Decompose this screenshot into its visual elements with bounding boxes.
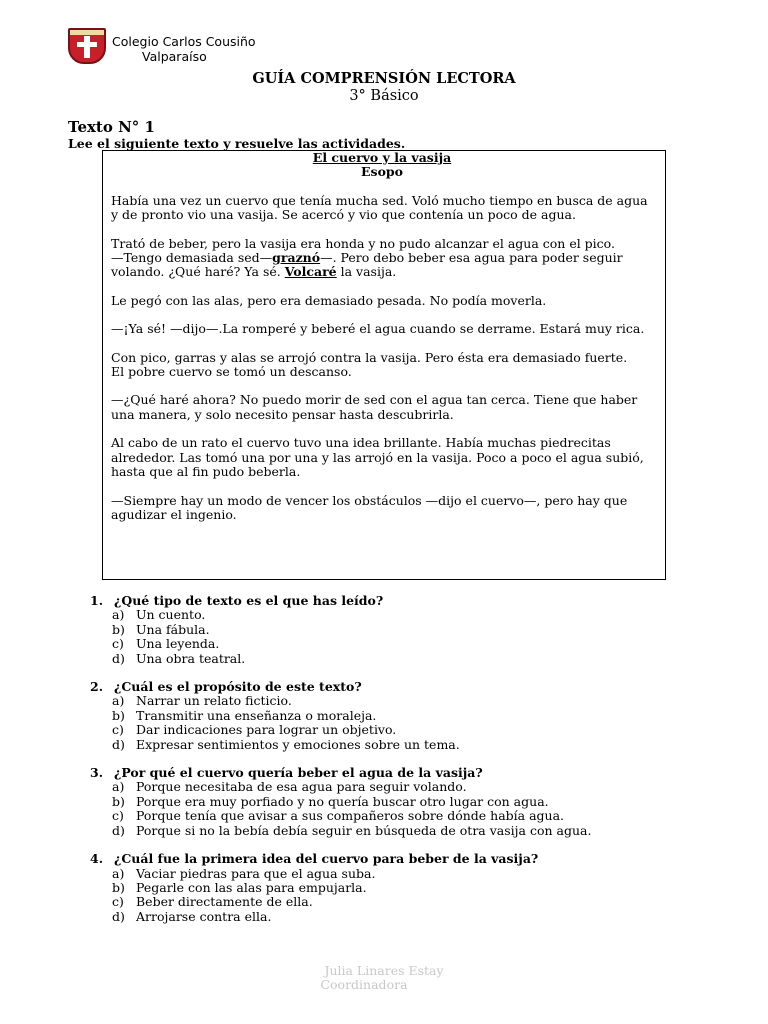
option-letter: b) xyxy=(112,793,125,809)
question-text: ¿Cuál fue la primera idea del cuervo para beber de la vasija? xyxy=(114,851,539,867)
story-paragraph: Al cabo de un rato el cuervo tuvo una idea brillante. Había muchas piedrecitas alrededor. Las tomó una por una y las arrojó en la vasija. Poco a poco el agua subió, hasta que al fin pudo beberla. xyxy=(111,435,644,480)
question-1 xyxy=(90,594,690,666)
option-letter: c) xyxy=(112,894,124,910)
option-text: Porque si no la bebía debía seguir en búsqueda de otra vasija con agua. xyxy=(136,822,592,838)
option-letter: b) xyxy=(112,707,125,723)
option-letter: d) xyxy=(112,822,125,838)
answer-option[interactable] xyxy=(90,780,690,794)
option-text: Porque necesitaba de esa agua para seguir volando. xyxy=(136,779,467,795)
option-text: Beber directamente de ella. xyxy=(136,894,313,910)
question-4 xyxy=(90,852,690,924)
story-paragraph: —¿Qué haré ahora? No puedo morir de sed con el agua tan cerca. Tiene que haber una manera, y solo necesito pensar hasta descubrirla. xyxy=(111,392,638,422)
option-text: Porque tenía que avisar a sus compañeros sobre dónde había agua. xyxy=(136,808,565,824)
answer-option[interactable] xyxy=(90,824,690,838)
story-paragraph: Trató de beber, pero la vasija era honda y no pudo alcanzar el agua con el pico. xyxy=(111,235,615,251)
answer-option[interactable] xyxy=(90,795,690,809)
option-letter: d) xyxy=(112,908,125,924)
option-letter: a) xyxy=(112,693,125,709)
story-text: la vasija. xyxy=(336,264,397,280)
question-number: 2. xyxy=(90,679,104,695)
option-text: Una obra teatral. xyxy=(136,650,246,666)
story-paragraph: Había una vez un cuervo que tenía mucha sed. Voló mucho tiempo en busca de agua y de pronto vio una vasija. Se acercó y vio que contenía un poco de agua. xyxy=(111,192,648,223)
option-letter: d) xyxy=(112,650,125,666)
answer-option[interactable] xyxy=(90,738,690,752)
answer-option[interactable] xyxy=(90,723,690,737)
option-letter: a) xyxy=(112,779,125,795)
option-text: Una leyenda. xyxy=(136,636,220,652)
option-letter: b) xyxy=(112,879,125,895)
option-letter: a) xyxy=(112,607,125,623)
vocab-word-volcare: Volcaré xyxy=(284,264,337,280)
school-header xyxy=(68,28,256,64)
option-letter: d) xyxy=(112,736,125,752)
question-3 xyxy=(90,766,690,838)
story-paragraph: Con pico, garras y alas se arrojó contra la vasija. Pero ésta era demasiado fuerte. xyxy=(111,349,628,365)
option-letter: c) xyxy=(112,636,124,652)
option-text: Narrar un relato ficticio. xyxy=(136,693,292,709)
answer-option[interactable] xyxy=(90,895,690,909)
footer-role: Coordinadora xyxy=(320,977,408,992)
document-grade: 3° Básico xyxy=(349,88,419,104)
option-text: Pegarle con las alas para empujarla. xyxy=(136,879,367,895)
story-author: Esopo xyxy=(361,164,403,180)
story-box xyxy=(102,150,666,580)
option-letter: b) xyxy=(112,621,125,637)
answer-option[interactable] xyxy=(90,694,690,708)
answer-option[interactable] xyxy=(90,709,690,723)
answer-option[interactable] xyxy=(90,910,690,924)
question-text: ¿Qué tipo de texto es el que has leído? xyxy=(114,593,384,608)
answer-option[interactable] xyxy=(90,809,690,823)
school-city: Valparaíso xyxy=(142,49,207,64)
answer-option[interactable] xyxy=(90,623,690,637)
answer-option[interactable] xyxy=(90,608,690,622)
question-text: ¿Cuál es el propósito de este texto? xyxy=(114,679,362,695)
question-2 xyxy=(90,680,690,752)
option-text: Vaciar piedras para que el agua suba. xyxy=(136,865,376,881)
option-letter: c) xyxy=(112,808,124,824)
answer-option[interactable] xyxy=(90,637,690,651)
option-letter: a) xyxy=(112,865,125,881)
section-instruction: Lee el siguiente texto y resuelve las actividades. xyxy=(68,136,406,151)
story-paragraph: Le pegó con las alas, pero era demasiado pesada. No podía moverla. xyxy=(111,292,547,308)
option-text: Una fábula. xyxy=(136,621,210,637)
vocab-word-grazno: graznó xyxy=(272,250,321,266)
page-footer xyxy=(0,964,768,992)
school-crest-icon xyxy=(68,28,106,64)
story-paragraph: El pobre cuervo se tomó un descanso. xyxy=(111,364,352,380)
story-text: —. Pero debo beber esa agua para poder seguir volando. ¿Qué haré? Ya sé. xyxy=(111,250,623,280)
story-paragraph: —Siempre hay un modo de vencer los obstáculos —dijo el cuervo—, pero hay que agudizar el ingenio. xyxy=(111,492,628,522)
option-text: Un cuento. xyxy=(136,607,206,623)
question-number: 1. xyxy=(90,593,104,608)
option-text: Transmitir una enseñanza o moraleja. xyxy=(136,707,377,723)
option-text: Porque era muy porfiado y no quería buscar otro lugar con agua. xyxy=(136,793,549,809)
footer-name: Julia Linares Estay xyxy=(324,963,444,978)
school-info xyxy=(112,28,256,64)
answer-option[interactable] xyxy=(90,881,690,895)
story-paragraph xyxy=(111,251,653,280)
question-text: ¿Por qué el cuervo quería beber el agua de la vasija? xyxy=(114,765,483,781)
school-name: Colegio Carlos Cousiño xyxy=(112,34,256,49)
question-number: 3. xyxy=(90,765,104,781)
section-label: Texto N° 1 xyxy=(68,118,155,136)
answer-option[interactable] xyxy=(90,652,690,666)
document-title: GUÍA COMPRENSIÓN LECTORA xyxy=(252,70,516,87)
question-list xyxy=(90,594,690,938)
option-text: Arrojarse contra ella. xyxy=(136,908,272,924)
question-number: 4. xyxy=(90,851,104,867)
story-text: —Tengo demasiada sed— xyxy=(111,250,273,266)
answer-option[interactable] xyxy=(90,867,690,881)
story-paragraph: —¡Ya sé! —dijo—.La romperé y beberé el agua cuando se derrame. Estará muy rica. xyxy=(111,321,645,337)
option-text: Expresar sentimientos y emociones sobre un tema. xyxy=(136,736,460,752)
option-text: Dar indicaciones para lograr un objetivo. xyxy=(136,722,397,738)
option-letter: c) xyxy=(112,722,124,738)
story-title: El cuervo y la vasija xyxy=(312,150,452,165)
